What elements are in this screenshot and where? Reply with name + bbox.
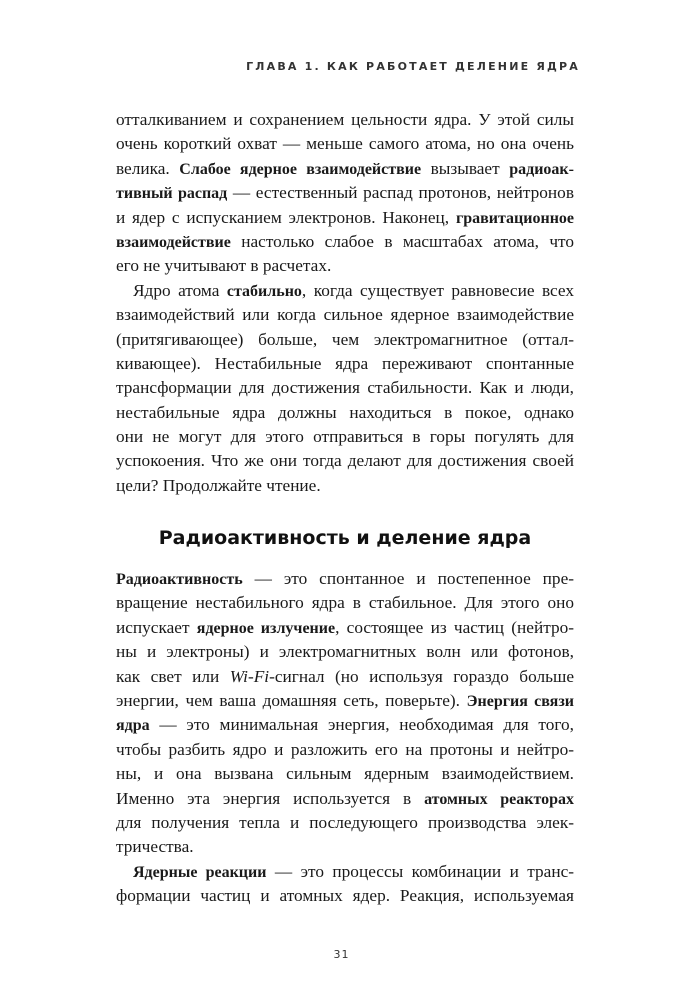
text-run: , когда существует равновесие всех — [301, 280, 574, 300]
text-line: трансформации для достижения стабильности. Как и люди, — [116, 378, 574, 398]
text-line: кивающее). Нестабильные ядра переживают спонтанные — [116, 353, 574, 373]
text-line — [116, 616, 574, 640]
text-run: — это спонтанное и постепенное пре- — [254, 569, 574, 588]
text-line — [116, 279, 574, 303]
text-line: (притягивающее) больше, чем электромагнитное (оттал- — [116, 329, 574, 349]
term-gravitational: гравитационное — [455, 209, 575, 227]
paragraph — [116, 279, 574, 499]
running-head: ГЛАВА 1. КАК РАБОТАЕТ ДЕЛЕНИЕ ЯДРА — [246, 60, 580, 73]
text-line — [116, 230, 574, 254]
text-line: вращение нестабильного ядра в стабильное. Для этого оно — [116, 593, 574, 613]
page-number: 31 — [333, 948, 350, 961]
text-run: — это минимальная энергия, необходимая для того, — [159, 715, 574, 735]
text-run: -сигнал (но используя гораздо больше — [269, 666, 574, 686]
text-line: ны и электроны) и электромагнитных волн или фотонов, — [116, 642, 574, 662]
text-run: настолько слабое в масштабах атома, что — [241, 231, 574, 251]
text-line — [116, 713, 574, 737]
term-stable: стабильно — [226, 282, 302, 300]
text-run: как свет или — [116, 666, 220, 686]
text-line: для получения тепла и последующего производства элек- — [116, 812, 574, 832]
text-line: взаимодействий или когда сильное ядерное взаимодействие — [116, 305, 574, 325]
body-text-top — [116, 108, 574, 498]
text-line: они не могут для этого отправиться в горы погулять для — [116, 427, 574, 447]
term-nuclear-reactors: атомных реакторах — [424, 790, 574, 808]
section-heading: Радиоактивность и деление ядра — [158, 527, 532, 549]
text-line: цели? Продолжайте чтение. — [116, 475, 321, 495]
paragraph — [116, 860, 574, 909]
text-line — [116, 787, 574, 811]
text-run: испускает — [116, 617, 190, 637]
term-radioactive-decay-cont: тивный распад — [116, 185, 228, 203]
term-binding-energy-cont: ядра — [116, 717, 150, 735]
text-run: энергии, чем ваша домашняя сеть, поверьте). — [116, 690, 461, 710]
term-interaction: взаимодействие — [116, 233, 231, 251]
term-weak-interaction: Слабое ядерное взаимодействие — [179, 160, 422, 178]
text-line: тричества. — [116, 837, 194, 857]
term-binding-energy: Энергия связи — [466, 692, 574, 710]
text-line: нестабильные ядра должны находиться в покое, однако — [116, 402, 574, 422]
text-line — [116, 860, 574, 884]
text-line: успокоения. Что же они тогда делают для достижения своей — [116, 451, 574, 471]
text-line: ны, и она вызвана сильным ядерным взаимодействием. — [116, 764, 574, 784]
text-run: Ядро атома — [133, 280, 220, 300]
text-run: — естественный распад протонов, нейтронов — [232, 183, 574, 203]
term-nuclear-radiation: ядерное излучение — [196, 619, 336, 637]
term-wifi: Wi-Fi — [229, 666, 270, 686]
text-run: и ядер с испусканием электронов. Наконец, — [116, 207, 450, 227]
text-line — [116, 181, 574, 205]
body-text-bottom — [116, 567, 574, 908]
term-radioactive-decay: радиоак- — [509, 160, 574, 178]
text-line: формации частиц и атомных ядер. Реакция, используемая — [116, 886, 574, 906]
text-run: вызывает — [430, 158, 500, 178]
text-run: , состоящее из частиц (нейтро- — [335, 617, 574, 637]
text-line — [116, 567, 574, 591]
text-line: его не учитывают в расчетах. — [116, 256, 332, 276]
text-run: Именно эта энергия используется в — [116, 788, 412, 808]
text-line — [116, 689, 574, 713]
text-line — [116, 157, 574, 181]
paragraph — [116, 108, 574, 279]
text-line: отталкиванием и сохранением цельности ядра. У этой силы — [116, 110, 574, 129]
term-radioactivity: Радиоактивность — [116, 571, 243, 588]
text-line: очень короткий охват — меньше самого атома, но она очень — [116, 134, 574, 154]
text-line: чтобы разбить ядро и разложить его на протоны и нейтро- — [116, 739, 574, 759]
text-line — [116, 206, 574, 230]
text-line — [116, 665, 574, 689]
text-run: велика. — [116, 158, 170, 178]
term-nuclear-reactions: Ядерные реакции — [133, 863, 267, 881]
paragraph — [116, 567, 574, 860]
text-run: — это процессы комбинации и транс- — [274, 861, 574, 881]
